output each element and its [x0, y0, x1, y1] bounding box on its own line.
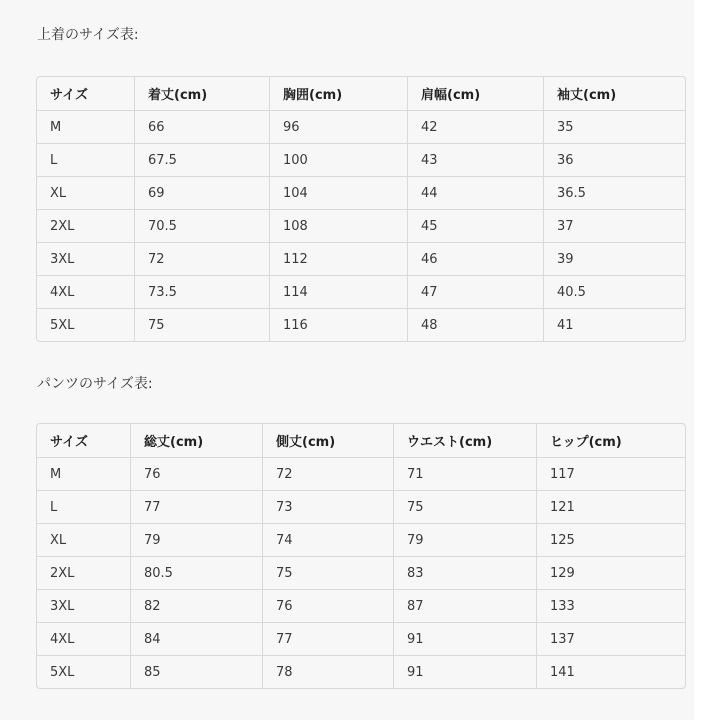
table-cell: 2XL — [37, 210, 135, 243]
table-cell: 47 — [408, 276, 544, 309]
table-cell: 137 — [537, 623, 685, 656]
table-cell: 36 — [544, 144, 685, 177]
table-cell: 114 — [270, 276, 408, 309]
table-row — [37, 177, 685, 210]
table-cell: 35 — [544, 111, 685, 144]
table-cell: 48 — [408, 309, 544, 341]
table-row — [37, 458, 685, 491]
table-row — [37, 111, 685, 144]
table-cell: L — [37, 491, 131, 524]
table-row — [37, 623, 685, 656]
table-cell: 73.5 — [135, 276, 270, 309]
table-cell: 125 — [537, 524, 685, 557]
table-cell: 79 — [394, 524, 537, 557]
table-row — [37, 491, 685, 524]
table-cell: 4XL — [37, 276, 135, 309]
table-cell: 116 — [270, 309, 408, 341]
table-cell: 43 — [408, 144, 544, 177]
column-header: 側丈(cm) — [263, 424, 394, 458]
table-cell: 67.5 — [135, 144, 270, 177]
column-header: 着丈(cm) — [135, 77, 270, 111]
table-cell: 87 — [394, 590, 537, 623]
table-cell: 72 — [135, 243, 270, 276]
table-cell: 96 — [270, 111, 408, 144]
table-cell: XL — [37, 524, 131, 557]
table-header-row — [37, 424, 685, 458]
table-cell: 5XL — [37, 656, 131, 688]
column-header: 胸囲(cm) — [270, 77, 408, 111]
table-cell: 46 — [408, 243, 544, 276]
table-cell: 45 — [408, 210, 544, 243]
table-cell: 39 — [544, 243, 685, 276]
table-row — [37, 210, 685, 243]
table-cell: M — [37, 458, 131, 491]
table-cell: 5XL — [37, 309, 135, 341]
table-cell: 112 — [270, 243, 408, 276]
column-header: サイズ — [37, 77, 135, 111]
table-cell: 75 — [135, 309, 270, 341]
table-cell: 44 — [408, 177, 544, 210]
table-cell: 41 — [557, 317, 574, 333]
table-header-row — [37, 77, 685, 111]
table-row — [37, 557, 685, 590]
table-row — [37, 309, 685, 341]
table-cell: 66 — [135, 111, 270, 144]
table-cell: 36.5 — [544, 177, 685, 210]
table-cell: 75 — [263, 557, 394, 590]
table-cell: 70.5 — [135, 210, 270, 243]
table-row — [37, 276, 685, 309]
table-cell: 133 — [537, 590, 685, 623]
table-row — [37, 590, 685, 623]
table-cell: 84 — [131, 623, 263, 656]
table-cell: 71 — [394, 458, 537, 491]
table-cell: 76 — [263, 590, 394, 623]
table-cell: 104 — [270, 177, 408, 210]
table-cell: 73 — [263, 491, 394, 524]
table-row — [37, 524, 685, 557]
table-cell: M — [37, 111, 135, 144]
tops-size-table — [36, 76, 686, 342]
table-cell: 78 — [263, 656, 394, 688]
column-header: ヒップ(cm) — [537, 424, 685, 458]
column-header: 総丈(cm) — [131, 424, 263, 458]
table-cell: 74 — [263, 524, 394, 557]
table-cell: 83 — [394, 557, 537, 590]
table-cell: 2XL — [37, 557, 131, 590]
table-cell: 77 — [131, 491, 263, 524]
table-cell: 129 — [537, 557, 685, 590]
tops-size-title: 上着のサイズ表: — [37, 27, 139, 43]
pants-size-title: パンツのサイズ表: — [37, 376, 153, 392]
table-row — [37, 656, 685, 688]
table-cell: 3XL — [37, 243, 135, 276]
table-cell: 117 — [537, 458, 685, 491]
table-cell: 69 — [135, 177, 270, 210]
table-cell: 91 — [394, 656, 537, 688]
table-cell: 77 — [263, 623, 394, 656]
pants-size-table — [36, 423, 686, 689]
table-cell: 91 — [394, 623, 537, 656]
table-cell: 80.5 — [131, 557, 263, 590]
column-header: 袖丈(cm) — [544, 77, 685, 111]
table-cell: L — [37, 144, 135, 177]
table-row — [37, 243, 685, 276]
table-cell: 85 — [131, 656, 263, 688]
table-cell: 100 — [270, 144, 408, 177]
table-cell: 37 — [544, 210, 685, 243]
table-cell: 3XL — [37, 590, 131, 623]
table-cell: 108 — [270, 210, 408, 243]
column-header: 肩幅(cm) — [408, 77, 544, 111]
table-cell: 4XL — [37, 623, 131, 656]
table-cell: 42 — [408, 111, 544, 144]
table-row — [37, 144, 685, 177]
table-cell: 121 — [537, 491, 685, 524]
table-cell: XL — [37, 177, 135, 210]
table-cell: 72 — [263, 458, 394, 491]
table-cell: 76 — [131, 458, 263, 491]
table-cell: 40.5 — [544, 276, 685, 309]
column-header: ウエスト(cm) — [394, 424, 537, 458]
column-header: サイズ — [37, 424, 131, 458]
table-cell: 82 — [131, 590, 263, 623]
table-cell: 75 — [394, 491, 537, 524]
table-cell: 79 — [131, 524, 263, 557]
table-cell: 141 — [550, 664, 575, 680]
